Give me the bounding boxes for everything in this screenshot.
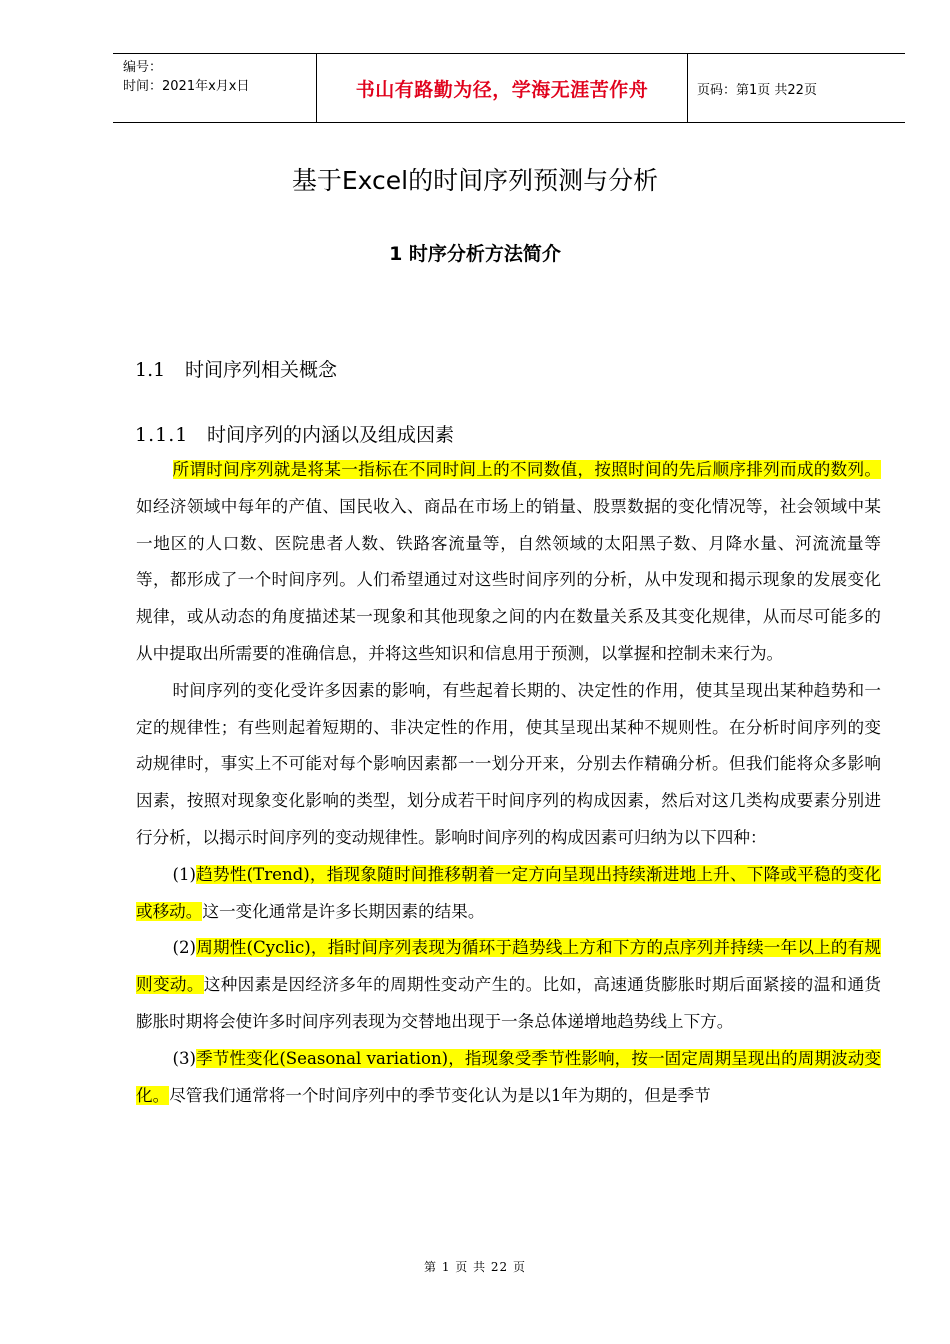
paragraph-factors bbox=[136, 673, 881, 857]
header-motto: 书山有路勤为径，学海无涯苦作舟 bbox=[316, 54, 688, 122]
body-text bbox=[136, 452, 881, 1114]
header-meta bbox=[113, 54, 316, 122]
item-number: (2) bbox=[172, 938, 197, 958]
document-title: 基于Excel的时间序列预测与分析 bbox=[291, 166, 659, 195]
paragraph-definition bbox=[136, 452, 881, 673]
highlight-cyclic: 周期性(Cyclic)，指时间序列表现为循环于趋势线上方和下方的点序列并持续一年以上的有规则变动。 bbox=[136, 938, 881, 995]
page-header bbox=[113, 53, 905, 123]
paragraph-text: 这种因素是因经济多年的周期性变动产生的。比如，高速通货膨胀时期后面紧接的温和通货膨胀时期将会使许多时间序列表现为交替地出现于一条总体递增地趋势线上下方。 bbox=[136, 975, 882, 1031]
subsection-title: 时间序列的内涵以及组成因素 bbox=[207, 424, 455, 446]
time-label: 时间：2021年x月x日 bbox=[123, 79, 250, 94]
page-footer: 第 1 页 共 22 页 bbox=[424, 1260, 526, 1274]
header-page-label: 页码：第1页 共22页 bbox=[697, 82, 817, 98]
paragraph-trend bbox=[136, 857, 881, 931]
subsection-number: 1.1.1 bbox=[135, 424, 189, 446]
chapter-heading: 1 时序分析方法简介 bbox=[389, 243, 561, 265]
highlight-seasonal: 季节性变化(Seasonal variation)，指现象受季节性影响，按一固定周期呈现出的周期波动变化。 bbox=[136, 1048, 881, 1105]
item-number: (3) bbox=[172, 1048, 197, 1068]
paragraph-text: 如经济领域中每年的产值、国民收入、商品在市场上的销量、股票数据的变化情况等，社会领域中某一地区的人口数、医院患者人数、铁路客流量等，自然领域的太阳黑子数、月降水量、河流流量等等，都形成了一个时间序列。人们希望通过对这些时间序列的分析，从中发现和揭示现象的发展变化规律，或从动态的角度描述某一现象和其他现象之间的内在数量关系及其变化规律，从而尽可能多的从中提取出所需要的准确信息，并将这些知识和信息用于预测，以掌握和控制未来行为。 bbox=[136, 496, 881, 663]
paragraph-text: 时间序列的变化受许多因素的影响，有些起着长期的、决定性的作用，使其呈现出某种趋势和一定的规律性；有些则起着短期的、非决定性的作用，使其呈现出某种不规则性。在分析时间序列的变动规律时，事实上不可能对每个影响因素都一一划分开来，分别去作精确分析。但我们能将众多影响因素，按照对现象变化影响的类型，划分成若干时间序列的构成因素，然后对这几类构成要素分别进行分析，以揭示时间序列的变动规律性。影响时间序列的构成因素可归纳为以下四种： bbox=[136, 680, 881, 847]
section-title: 时间序列相关概念 bbox=[185, 359, 338, 381]
paragraph-text: 尽管我们通常将一个时间序列中的季节变化认为是以1年为期的，但是季节 bbox=[169, 1085, 711, 1105]
section-number: 1.1 bbox=[135, 359, 166, 381]
highlight-trend: 趋势性(Trend)，指现象随时间推移朝着一定方向呈现出持续渐进地上升、下降或平稳的变化或移动。 bbox=[136, 864, 881, 921]
number-label: 编号： bbox=[123, 60, 163, 75]
subsection-heading bbox=[135, 420, 454, 447]
section-heading bbox=[135, 355, 337, 382]
paragraph-seasonal bbox=[136, 1041, 881, 1115]
paragraph-cyclic bbox=[136, 930, 881, 1040]
item-number: (1) bbox=[172, 864, 197, 884]
paragraph-text: 这一变化通常是许多长期因素的结果。 bbox=[202, 901, 485, 921]
highlight-definition: 所谓时间序列就是将某一指标在不同时间上的不同数值，按照时间的先后顺序排列而成的数列。 bbox=[172, 460, 881, 479]
